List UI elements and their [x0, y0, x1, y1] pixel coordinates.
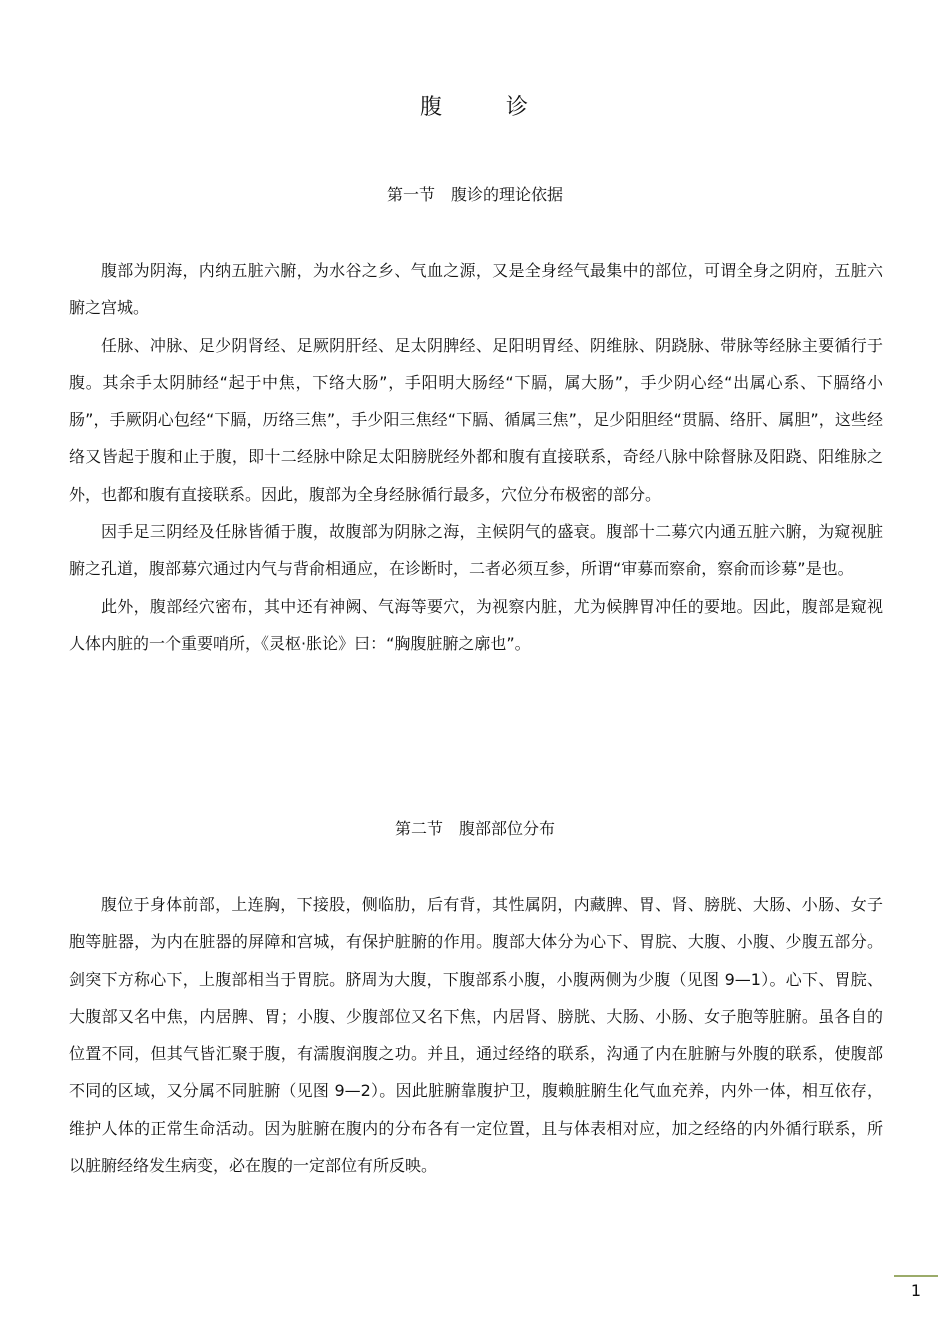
section-1-title: 腹诊的理论依据	[451, 185, 564, 204]
section-2-title: 腹部部位分布	[459, 819, 556, 838]
section-2-heading	[0, 817, 950, 841]
page-number: 1	[910, 1281, 922, 1300]
footer-accent-line	[894, 1275, 938, 1277]
section-2-number: 第二节	[394, 819, 443, 838]
section-2-body	[69, 886, 883, 1184]
section-2-paragraph-1: 腹位于身体前部，上连胸，下接股，侧临肋，后有背，其性属阴，内藏脾、胃、肾、膀胱、大肠、小肠、女子胞等脏器，为内在脏器的屏障和宫城，有保护脏腑的作用。腹部大体分为心下、胃脘、大腹、小腹、少腹五部分。剑突下方称心下，上腹部相当于胃脘。脐周为大腹，下腹部系小腹，小腹两侧为少腹（见图 9—1）。心下、胃脘、大腹部又名中焦，内居脾、胃；小腹、少腹部位又名下焦，内居肾、膀胱、大肠、小肠、女子胞等脏腑。虽各自的位置不同，但其气皆汇聚于腹，有濡腹润腹之功。并且，通过经络的联系，沟通了内在脏腑与外腹的联系，使腹部不同的区域，又分属不同脏腑（见图 9—2）。因此脏腑靠腹护卫，腹赖脏腑生化气血充养，内外一体，相互依存，维护人体的正常生命活动。因为脏腑在腹内的分布各有一定位置，且与体表相对应，加之经络的内外循行联系，所以脏腑经络发生病变，必在腹的一定部位有所反映。	[69, 895, 883, 1176]
section-1-heading	[0, 183, 950, 207]
title-char-2: 诊	[506, 95, 531, 120]
section-1-paragraph-3: 因手足三阴经及任脉皆循于腹，故腹部为阴脉之海，主候阴气的盛衰。腹部十二募穴内通五脏六腑，为窥视脏腑之孔道，腹部募穴通过内气与背俞相通应，在诊断时，二者必须互参，所谓“审募而察俞，察俞而诊募”是也。	[69, 522, 883, 579]
section-1-paragraph-2: 任脉、冲脉、足少阴肾经、足厥阴肝经、足太阴脾经、足阳明胃经、阴维脉、阴跷脉、带脉等经脉主要循行于腹。其余手太阴肺经“起于中焦，下络大肠”，手阳明大肠经“下膈，属大肠”，手少阴心经“出属心系、下膈络小肠”，手厥阴心包经“下膈，历络三焦”，手少阳三焦经“下膈、循属三焦”，足少阳胆经“贯膈、络肝、属胆”，这些经络又皆起于腹和止于腹，即十二经脉中除足太阳膀胱经外都和腹有直接联系，奇经八脉中除督脉及阳跷、阳维脉之外，也都和腹有直接联系。因此，腹部为全身经脉循行最多，穴位分布极密的部分。	[69, 335, 883, 504]
section-1-number: 第一节	[386, 185, 435, 204]
section-1-paragraph-1: 腹部为阴海，内纳五脏六腑，为水谷之乡、气血之源，又是全身经气最集中的部位，可谓全身之阴府，五脏六腑之宫城。	[69, 261, 883, 318]
section-1-body	[69, 252, 883, 662]
title-char-1: 腹	[419, 95, 444, 120]
section-1-paragraph-4: 此外，腹部经穴密布，其中还有神阙、气海等要穴，为视察内脏，尤为候脾胃冲任的要地。因此，腹部是窥视人体内脏的一个重要哨所，《灵枢·胀论》曰：“胸腹脏腑之廓也”。	[69, 596, 883, 653]
document-title	[0, 92, 950, 124]
